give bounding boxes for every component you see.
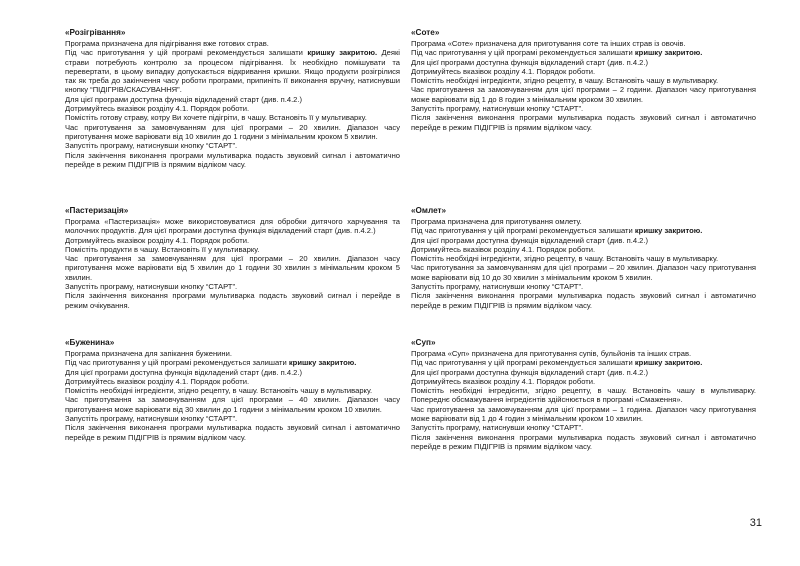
paragraph: Дотримуйтесь вказівок розділу 4.1. Порядок роботи.	[411, 66, 596, 76]
paragraph: Під час приготування у цій програмі рекомендується залишати кришку закритою.	[411, 226, 703, 236]
paragraph: Програма «Пастеризація» може використовуватися для обробки дитячого харчування та молочних продуктів. Для цієї програми доступна функція відкладений старт (див. п.4.2.)	[65, 217, 400, 236]
paragraph: Дотримуйтесь вказівок розділу 4.1. Порядок роботи.	[411, 244, 596, 254]
paragraph: Запустіть програму, натиснувши кнопку “СТАРТ”.	[411, 282, 584, 292]
paragraph: Для цієї програми доступна функція відкладений старт (див. п.4.2.)	[411, 57, 649, 67]
emphasis: кришку закритою.	[634, 226, 703, 236]
paragraph: Помістіть продукти в чашу. Встановіть її у мультиварку.	[65, 244, 260, 254]
paragraph: Запустіть програму, натиснувши кнопку “СТАРТ”.	[411, 423, 584, 433]
section-title: «Суп»	[411, 338, 436, 347]
paragraph: Дотримуйтесь вказівок розділу 4.1. Порядок роботи.	[411, 376, 596, 386]
paragraph: Дотримуйтесь вказівок розділу 4.1. Порядок роботи.	[65, 104, 250, 114]
section-title: «Розігрівання»	[65, 28, 126, 37]
paragraph: Під час приготування у цій програмі рекомендується залишати кришку закритою.	[411, 48, 703, 58]
section-sup	[411, 338, 756, 451]
paragraph: Час приготування за замовчуванням для цієї програми – 20 хвилин. Діапазон часу приготування може варіювати від 5 хвилин до 1 години 30 хвилин з мінімальним кроком 5 хвилин.	[65, 254, 400, 282]
paragraph: Дотримуйтесь вказівок розділу 4.1. Порядок роботи.	[65, 376, 250, 386]
section-title: «Омлет»	[411, 206, 447, 215]
paragraph: Запустіть програму, натиснувши кнопку “СТАРТ”.	[411, 104, 584, 114]
emphasis: кришку закритою.	[307, 48, 378, 58]
paragraph: Час приготування за замовчуванням для цієї програми – 40 хвилин. Діапазон часу приготування може варіювати від 30 хвилин до 1 години з мінімальним кроком 10 хвилин.	[65, 395, 400, 414]
paragraph: Помістіть необхідні інгредієнти, згідно рецепту, в чашу. Встановіть чашу в мультиварку.	[65, 386, 373, 396]
paragraph: Час приготування за замовчуванням для цієї програми – 20 хвилин. Діапазон часу приготування може варіювати від 10 хвилин до 1 години з мінімальним кроком 5 хвилин.	[65, 122, 400, 141]
paragraph: Запустіть програму, натиснувши кнопку “СТАРТ”.	[65, 282, 238, 292]
paragraph: Час приготування за замовчуванням для цієї програми – 2 години. Діапазон часу приготування може варіювати від 1 до 8 годин з мінімальним кроком 30 хвилин.	[411, 85, 756, 104]
paragraph: Під час приготування у цій програмі рекомендується залишати кришку закритою.	[65, 358, 357, 368]
paragraph: Після закінчення виконання програми мультиварка подасть звуковий сигнал і автоматично перейде в режим ПІДІГРІВ із прямим відліком часу.	[411, 291, 756, 310]
paragraph: Після закінчення виконання програми мультиварка подасть звуковий сигнал і автоматично перейде в режим ПІДІГРІВ із прямим відліком часу.	[65, 150, 400, 169]
paragraph: Після закінчення виконання програми мультиварка подасть звуковий сигнал і автоматично перейде в режим ПІДІГРІВ із прямим відліком часу.	[411, 113, 756, 132]
section-sote	[411, 28, 756, 132]
paragraph: Під час приготування у цій програмі рекомендується залишати кришку закритою. Деякі страви потребують контролю за процесом підігрівання. Їх необхідно помішувати та перевертати, в цьому випадку допускається відкривання кришки. Якщо продукти розігрілися так як треба до закінчення часу роботи програми, припиніть її виконання вручну, натиснувши кнопку “ПІДІГРІВ/СКАСУВАННЯ”.	[65, 48, 400, 95]
paragraph: Для цієї програми доступна функція відкладений старт (див. п.4.2.)	[65, 367, 303, 377]
paragraph: Помістіть необхідні інгредієнти, згідно рецепту, в чашу. Встановіть чашу в мультиварку.	[411, 254, 719, 264]
emphasis: кришку закритою.	[634, 358, 703, 368]
emphasis: кришку закритою.	[288, 358, 357, 368]
paragraph: Для цієї програми доступна функція відкладений старт (див. п.4.2.)	[411, 235, 649, 245]
paragraph: Програма призначена для підігрівання вже готових страв.	[65, 39, 269, 48]
paragraph: Програма «Суп» призначена для приготування супів, бульйонів та інших страв.	[411, 349, 692, 358]
section-rozigrivannia	[65, 28, 400, 169]
paragraph: Після закінчення виконання програми мультиварка подасть звуковий сигнал і перейде в режим очікування.	[65, 291, 400, 310]
paragraph: Програма призначена для приготування омлету.	[411, 217, 582, 226]
paragraph: Програма призначена для запікання буженини.	[65, 349, 232, 358]
section-pasteryzatsiia	[65, 206, 400, 310]
paragraph: Час приготування за замовчуванням для цієї програми – 20 хвилин. Діапазон часу приготування може варіювати від 10 до 30 хвилин з мінімальним кроком 5 хвилин.	[411, 263, 756, 282]
paragraph: Програма «Соте» призначена для приготування соте та інших страв із овочів.	[411, 39, 686, 48]
paragraph: Для цієї програми доступна функція відкладений старт (див. п.4.2.)	[65, 94, 303, 104]
paragraph: Час приготування за замовчуванням для цієї програми – 1 година. Діапазон часу приготування може варіювати від 1 до 4 годин з мінімальним кроком 10 хвилин.	[411, 404, 756, 424]
section-title: «Буженина»	[65, 338, 115, 347]
section-title: «Пастеризація»	[65, 206, 129, 215]
paragraph: Помістіть необхідні інгредієнти, згідно рецепту, в чашу. Встановіть чашу в мультиварку.	[411, 76, 719, 86]
paragraph: Після закінчення виконання програми мультиварка подасть звуковий сигнал і автоматично перейде в режим ПІДІГРІВ із прямим відліком часу.	[65, 423, 400, 442]
emphasis: кришку закритою.	[634, 48, 703, 58]
paragraph: Помістіть готову страву, котру Ви хочете підігріти, в чашу. Встановіть її у мультиварку.	[65, 113, 367, 123]
paragraph: Дотримуйтесь вказівок розділу 4.1. Порядок роботи.	[65, 235, 250, 245]
paragraph: Запустіть програму, натиснувши кнопку “СТАРТ”.	[65, 141, 238, 151]
section-omlet	[411, 206, 756, 310]
paragraph: Для цієї програми доступна функція відкладений старт (див. п.4.2.)	[411, 367, 649, 377]
paragraph: Помістіть необхідні інгредієнти, згідно рецепту, в чашу. Встановіть чашу в мультиварку. Попереднє обсмажування інгредієнтів здійснюється в програмі «Смаження».	[411, 386, 756, 405]
section-title: «Соте»	[411, 28, 440, 37]
paragraph: Запустіть програму, натиснувши кнопку “СТАРТ”.	[65, 414, 238, 424]
paragraph: Після закінчення виконання програми мультиварка подасть звуковий сигнал і автоматично перейде в режим ПІДІГРІВ із прямим відліком часу.	[411, 432, 756, 451]
paragraph: Під час приготування у цій програмі рекомендується залишати кришку закритою.	[411, 358, 703, 368]
section-buzhenyna	[65, 338, 400, 442]
page-number: 31	[749, 517, 762, 529]
